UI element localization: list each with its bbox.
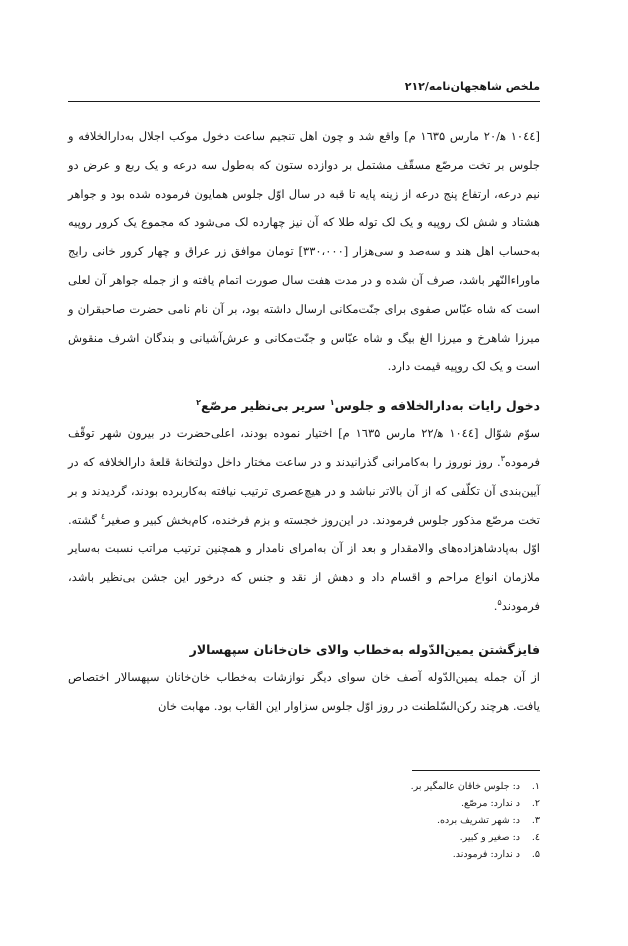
paragraph-2-text-b: . روز نوروز را بەکامرانی گذرانیدند و در ساعت مختار داخل دولتخانهٔ قلعهٔ دارالخلافه که در آیین‌بندی آن تکلّفی که از آن بالاتر نباشد و در هیچ‌عصری ترتیب نیافته بەکاربرده بودند، گردیدند و بر تخت مرصّع مذکور جلوس فرمودند. در این‌روز خجسته و بزم فرخنده، کام‌بخش کبیر و صغیر [68, 454, 540, 527]
paragraph-3: از آن جمله یمین‌الدّوله آصف خان سوای دیگر نوازشات بەخطاب خان‌خانان سپهسالار اختصاص یافت. هرچند رکن‌السّلطنت در روز اوّل جلوس سزاوار این القاب بود. مهابت خان [68, 669, 540, 713]
footnotes-list [68, 778, 540, 863]
running-header: ملخص شاهجهان‌نامه/۲۱۲ [404, 80, 540, 93]
footnote-ref-5[interactable]: ۵ [497, 598, 502, 608]
paragraph-1: [۱۰٤٤ ه‍/۲۰ مارس ۱٦۳۵ م] واقع شد و چون اهل تنجیم ساعت دخول موکب اجلال بەدارالخلافه و جلوس بر تخت مرصّع مسقّف مشتمل بر دوازده ستون که بەطول سه درعه و یک ربع و عرض دو نیم درعه، ارتفاع پنج درعه از زینه پایه تا قبه در سال اوّل جلوس همایون فرموده شده بود و جواهر هشتاد و شش لک روپیه و یک لک توله طلا که آن نیز چهارده لک می‌شود که مجموع یک کرور روپیه بەحساب اهل هند و سه‌صد و سی‌هزار [۳۳۰،۰۰۰] تومان موافق زر عراق و چهار کرور خانی رایج ماوراءالنّهر باشد، صرف آن شده و در مدت هفت سال صورت اتمام یافته و از جمله جواهر آن لعلی است که شاه عبّاس صفوی برای جنّت‌مکانی ارسال داشته بود، بر آن نام نامی حضرت صاحبقران و میرزا شاهرخ و میرزا الغ بیگ و شاه عبّاس و جنّت‌مکانی و عرش‌آشیانی و بندگان اشرف منقوش است و یک لک روپیه قیمت دارد. [68, 129, 540, 374]
footnote-text: د ندارد: فرمودند. [452, 849, 520, 860]
footnote-text: د: جلوس خاقان عالمگیر بر. [410, 781, 520, 792]
footnote-item [68, 846, 540, 863]
heading-1-text-b: سریر بی‌نظیر مرصّع [200, 398, 330, 414]
body-text [68, 122, 540, 720]
footnote-item [68, 829, 540, 846]
footnote-ref-3[interactable]: ۳ [500, 454, 505, 464]
paragraph-2 [68, 419, 540, 621]
footnote-number: ۲. [531, 798, 540, 809]
footnote-rule [412, 770, 540, 771]
footnote-number: ۱. [531, 781, 540, 792]
paragraph-2-text-c: گشته. اوّل بەپادشاهزاده‌های والامقدار و بعد از آن بەامرای نامدار و همچنین ترتیب مراتب نسبت بەسایر ملازمان انواع مراحم و اقسام داد و دهش از نقد و جنس که درخور این جشن بی‌نظیر باشد، فرمودند [68, 512, 540, 613]
footnote-ref-1[interactable]: ۱ [329, 398, 335, 408]
section-heading-2: فایزگشتن یمین‌الدّوله بەخطاب والای خان‌خانان سپهسالار [189, 641, 540, 657]
footnote-item [68, 778, 540, 795]
footnote-item [68, 812, 540, 829]
paragraph-2-text-a: سوّم شوّال [۱۰٤٤ ه‍/۲۲ مارس ۱٦۳۵ م] اختیار نموده بودند، اعلی‌حضرت در بیرون شهر توقّف فرموده [68, 426, 540, 469]
footnote-text: د: صغیر و کبیر. [459, 832, 520, 843]
footnote-ref-2[interactable]: ۲ [196, 398, 201, 408]
heading-1-text-a: دخول رایات بەدارالخلافه و جلوس [334, 398, 540, 414]
footnote-ref-4[interactable]: ٤ [100, 511, 106, 521]
footnote-number: ۵. [531, 849, 540, 860]
footnote-text: د ندارد: مرصّع. [460, 798, 520, 809]
footnote-text: د: شهر تشریف برده. [436, 815, 520, 826]
footnote-number: ٤. [531, 832, 540, 843]
paragraph-2-text-d: . [493, 598, 498, 613]
header-rule [68, 101, 540, 102]
footnote-number: ۳. [531, 815, 540, 826]
section-heading-1 [68, 393, 540, 419]
footnote-item [68, 795, 540, 812]
